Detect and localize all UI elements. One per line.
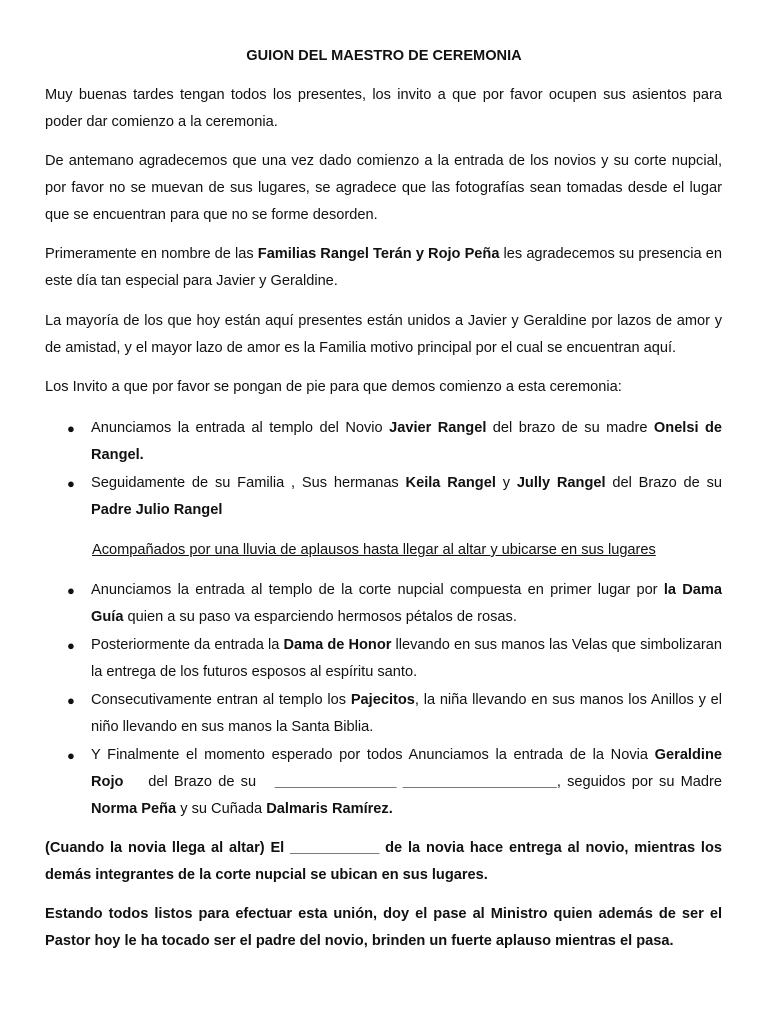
bold-text: Norma Peña	[91, 801, 177, 817]
list-item	[45, 687, 722, 741]
text: Seguidamente de su Familia , Sus hermanas	[91, 475, 406, 491]
applause-note: Acompañados por una lluvia de aplausos hasta llegar al altar y ubicarse en sus lugares	[92, 542, 656, 558]
bullet-icon: ●	[67, 748, 75, 763]
bridal-party-list	[45, 577, 722, 823]
text: Posteriormente da entrada la	[91, 637, 284, 653]
bullet-icon: ●	[67, 693, 75, 708]
text: Consecutivamente entran al templo los	[91, 692, 351, 708]
paragraph-stand: Los Invito a que por favor se pongan de pie para que demos comienzo a esta ceremonia:	[45, 379, 622, 395]
bullet-icon: ●	[67, 583, 75, 598]
list-item	[45, 415, 722, 469]
groom-entrance-list	[45, 415, 722, 524]
paragraph-altar: (Cuando la novia llega al altar) El ___________ de la novia hace entrega al novio, mientras los demás integrantes de la corte nupcial se ubican en sus lugares.	[45, 840, 722, 883]
paragraph-welcome: Muy buenas tardes tengan todos los presentes, los invito a que por favor ocupen sus asientos para poder dar comienzo a la ceremonia.	[45, 87, 722, 130]
text: y	[495, 475, 517, 491]
paragraph-minister: Estando todos listos para efectuar esta unión, doy el pase al Ministro quien además de ser el Pastor hoy le ha tocado ser el padre del novio, brinden un fuerte aplauso mientras el pasa.	[45, 906, 722, 949]
text: y su Cuñada	[176, 801, 267, 817]
text: Anunciamos la entrada al templo del Novio	[91, 420, 390, 436]
text: llevando en sus manos las Velas que simbolizaran la entrega de los futuros esposos al espíritu santo.	[91, 637, 722, 680]
bold-text: Onelsi de Rangel.	[91, 420, 722, 463]
bold-text: Geraldine Rojo	[91, 747, 722, 790]
list-item	[45, 632, 722, 686]
paragraph-love: La mayoría de los que hoy están aquí presentes están unidos a Javier y Geraldine por lazos de amor y de amistad, y el mayor lazo de amor es la Familia motivo principal por el cual se encuentran aquí.	[45, 313, 722, 356]
text: del Brazo de su	[605, 475, 723, 491]
bullet-icon: ●	[67, 638, 75, 653]
page-title: GUION DEL MAESTRO DE CEREMONIA	[246, 48, 522, 64]
bullet-icon: ●	[67, 476, 75, 491]
text: les agradecemos su presencia en este día tan especial para Javier y Geraldine.	[45, 246, 722, 289]
bold-text: Padre Julio Rangel	[91, 502, 223, 518]
bold-text: la Dama Guía	[91, 582, 722, 625]
list-item	[45, 742, 722, 823]
bold-text: Keila Rangel	[405, 475, 496, 491]
paragraph-photos: De antemano agradecemos que una vez dado comienzo a la entrada de los novios y su corte nupcial, por favor no se muevan de sus lugares, se agradece que las fotografías sean tomadas desde el lugar que se encuentran para que no se forme desorden.	[45, 153, 722, 223]
text: , seguidos por su Madre	[556, 774, 723, 790]
text: quien a su paso va esparciendo hermosos pétalos de rosas.	[123, 609, 517, 625]
families-names: Familias Rangel Terán y Rojo Peña	[257, 246, 500, 262]
bold-text: Pajecitos	[350, 692, 415, 708]
bold-text: Javier Rangel	[389, 420, 487, 436]
bold-text: Dalmaris Ramírez.	[266, 801, 393, 817]
text: del Brazo de su	[123, 774, 275, 790]
list-item	[45, 470, 722, 524]
bold-text: Jully Rangel	[516, 475, 606, 491]
text: Anunciamos la entrada al templo de la corte nupcial compuesta en primer lugar por	[91, 582, 664, 598]
paragraph-families	[45, 241, 722, 295]
list-item	[45, 577, 722, 631]
bullet-icon: ●	[67, 421, 75, 436]
bold-text: Dama de Honor	[283, 637, 392, 653]
blank-line: _______________ ___________________	[274, 774, 557, 790]
text: Y Finalmente el momento esperado por todos Anunciamos la entrada de la Novia	[91, 747, 655, 763]
text: , la niña llevando en sus manos los Anillos y el niño llevando en sus manos la Santa Biblia.	[91, 692, 722, 735]
text: del brazo de su madre	[486, 420, 654, 436]
text: Primeramente en nombre de las	[45, 246, 258, 262]
